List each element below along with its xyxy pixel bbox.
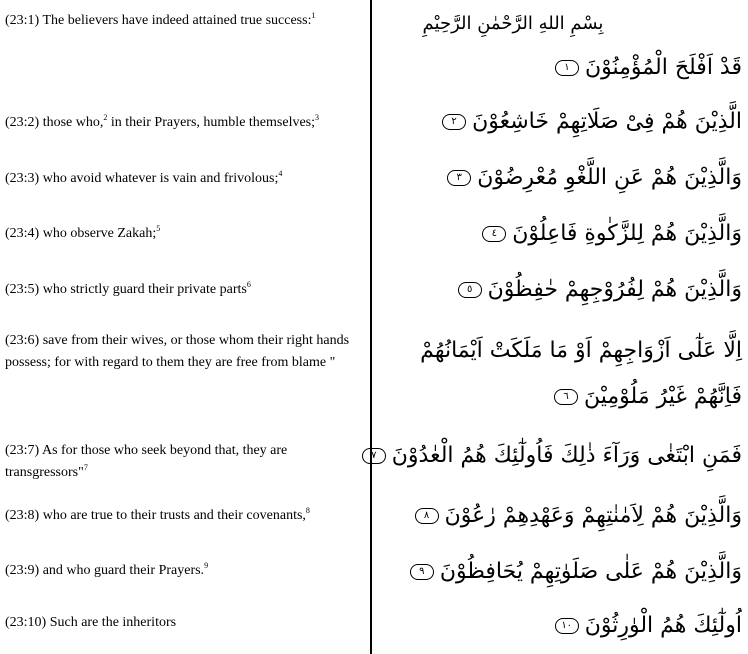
verse-ref: (23:5) — [5, 282, 40, 297]
verse-ref: (23:6) — [5, 333, 40, 348]
footnote-marker[interactable]: 5 — [156, 224, 161, 233]
verse-number-marker: ٨ — [415, 508, 439, 524]
verse-arabic — [382, 552, 742, 592]
footnote-marker[interactable]: 1 — [311, 11, 316, 20]
verse-number-marker: ١٠ — [555, 618, 579, 634]
arabic-text: وَالَّذِيْنَ هُمْ لِلزَّكٰوةِ فَاعِلُوْنَ — [512, 221, 742, 246]
arabic-text: وَالَّذِيْنَ هُمْ عَلٰى صَلَوٰتِهِمْ يُحَافِظُوْنَ — [439, 559, 742, 584]
verse-arabic — [382, 102, 742, 142]
verse-translation — [5, 612, 355, 634]
verse-number-marker: ٢ — [442, 114, 466, 130]
verse-number-marker: ٣ — [447, 170, 471, 186]
verse-text: who strictly guard their private parts — [42, 282, 247, 297]
verse-text: who are true to their trusts and their covenants, — [42, 508, 306, 523]
verse-text: who avoid whatever is vain and frivolous; — [42, 171, 279, 186]
verse-translation — [5, 560, 355, 582]
verse-translation — [5, 505, 355, 527]
footnote-marker[interactable]: 6 — [246, 280, 251, 289]
verse-number-marker: ١ — [555, 60, 579, 76]
footnote-marker[interactable]: 9 — [204, 561, 209, 570]
verse-ref: (23:3) — [5, 171, 40, 186]
verse-arabic — [382, 328, 742, 420]
verse-ref: (23:7) — [5, 443, 40, 458]
verse-translation — [5, 223, 355, 245]
basmala: بِسْمِ اللهِ الرَّحْمٰنِ الرَّحِيْمِ — [422, 13, 604, 34]
verse-arabic — [382, 158, 742, 198]
arabic-text: وَالَّذِيْنَ هُمْ لِفُرُوْجِهِمْ حٰفِظُوْنَ — [487, 277, 742, 302]
verse-arabic — [371, 436, 742, 476]
verse-ref: (23:10) — [5, 615, 47, 630]
arabic-text: اِلَّا عَلٰٓى اَزْوَاجِهِمْ اَوْ مَا مَلَكَتْ اَيْمَانُهُمْ فَاِنَّهُمْ غَيْرُ مَلُوْمِيْنَ — [420, 338, 742, 409]
footnote-marker[interactable]: 8 — [305, 506, 310, 515]
verse-translation — [5, 10, 355, 32]
verse-arabic — [382, 496, 742, 536]
verse-arabic — [382, 214, 742, 254]
arabic-text: وَالَّذِيْنَ هُمْ لِاَمٰنٰتِهِمْ وَعَهْدِهِمْ رٰعُوْنَ — [444, 503, 742, 528]
verse-translation — [5, 330, 355, 374]
verse-number-marker: ٧ — [362, 448, 386, 464]
verse-ref: (23:8) — [5, 508, 40, 523]
verse-ref: (23:1) — [5, 13, 40, 28]
arabic-text: الَّذِيْنَ هُمْ فِىْ صَلَاتِهِمْ خَاشِعُوْنَ — [472, 109, 742, 134]
verse-translation — [5, 279, 355, 301]
arabic-text: وَالَّذِيْنَ هُمْ عَنِ اللَّغْوِ مُعْرِضُوْنَ — [477, 165, 742, 190]
verse-arabic — [382, 48, 742, 88]
verse-text: who observe Zakah; — [42, 226, 157, 241]
footnote-marker[interactable]: 7 — [83, 463, 88, 472]
verse-text: in their Prayers, humble themselves; — [107, 115, 316, 130]
footnote-marker[interactable]: 2 — [103, 113, 108, 122]
verse-ref: (23:9) — [5, 563, 40, 578]
verse-text: save from their wives, or those whom their right hands possess; for with regard to them they are free from blame " — [5, 333, 350, 370]
verse-number-marker: ٤ — [482, 226, 506, 242]
footnote-marker[interactable]: 4 — [278, 169, 283, 178]
verse-text: those who, — [42, 115, 104, 130]
arabic-text: قَدْ اَفْلَحَ الْمُؤْمِنُوْنَ — [584, 55, 742, 80]
verse-translation — [5, 440, 355, 484]
verse-ref: (23:4) — [5, 226, 40, 241]
verse-number-marker: ٥ — [458, 282, 482, 298]
verse-translation — [5, 112, 355, 134]
verse-arabic — [382, 606, 742, 646]
verse-text: and who guard their Prayers. — [42, 563, 205, 578]
arabic-text: اُولٰٓئِكَ هُمُ الْوٰرِثُوْنَ — [584, 613, 742, 638]
verse-translation — [5, 168, 355, 190]
verse-ref: (23:2) — [5, 115, 40, 130]
verse-text: Such are the inheritors — [49, 615, 177, 630]
verse-text: As for those who seek beyond that, they are transgressors" — [5, 443, 288, 480]
footnote-marker[interactable]: 3 — [315, 113, 320, 122]
column-divider — [370, 0, 372, 654]
arabic-text: فَمَنِ ابْتَغٰى وَرَآءَ ذٰلِكَ فَاُولٰٓئِكَ هُمُ الْعٰدُوْنَ — [391, 443, 742, 468]
verse-number-marker: ٦ — [554, 389, 578, 405]
verse-text: The believers have indeed attained true success: — [42, 13, 312, 28]
verse-number-marker: ٩ — [410, 564, 434, 580]
verse-arabic — [382, 270, 742, 310]
